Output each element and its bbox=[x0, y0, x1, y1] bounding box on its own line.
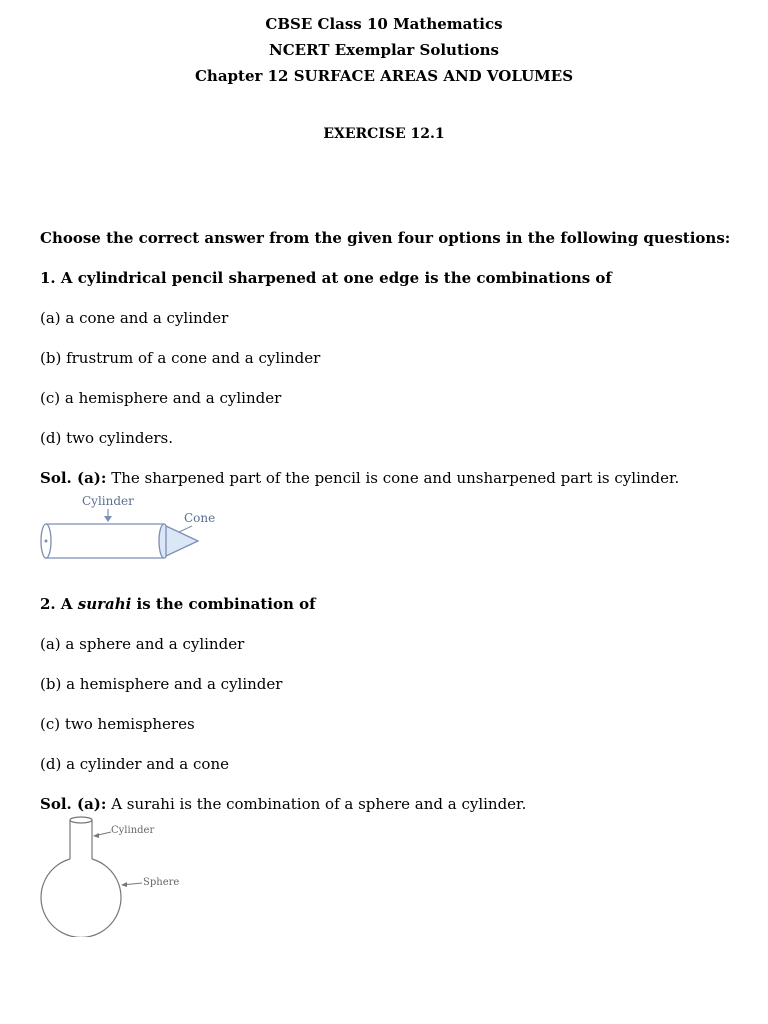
q1-solution-label: Sol. (a): bbox=[40, 469, 107, 487]
q2-italic-term: surahi bbox=[77, 595, 132, 613]
q1-solution bbox=[40, 468, 679, 488]
pencil-diagram bbox=[36, 490, 236, 565]
instruction-text: Choose the correct answer from the given four options in the following questions: bbox=[40, 229, 731, 247]
q1-option-d: (d) two cylinders. bbox=[40, 429, 173, 447]
header-subtitle: NCERT Exemplar Solutions bbox=[269, 41, 499, 59]
q1-option-b: (b) frustrum of a cone and a cylinder bbox=[40, 349, 321, 367]
surahi-neck-top bbox=[70, 817, 92, 823]
q2-solution-text: A surahi is the combination of a sphere and a cylinder. bbox=[106, 795, 527, 813]
q2-option-c: (c) two hemispheres bbox=[40, 715, 195, 733]
surahi-cylinder-label: Cylinder bbox=[111, 825, 155, 836]
header-title: CBSE Class 10 Mathematics bbox=[265, 15, 503, 33]
q2-solution-label: Sol. (a): bbox=[40, 795, 107, 813]
question-2 bbox=[40, 594, 316, 614]
pencil-cone-label: Cone bbox=[184, 511, 216, 525]
pencil-cylinder-label: Cylinder bbox=[82, 494, 134, 508]
q2-option-b: (b) a hemisphere and a cylinder bbox=[40, 675, 283, 693]
surahi-diagram bbox=[36, 812, 216, 937]
exercise-title: EXERCISE 12.1 bbox=[323, 126, 445, 142]
question-1: 1. A cylindrical pencil sharpened at one edge is the combinations of bbox=[40, 269, 612, 287]
q1-option-c: (c) a hemisphere and a cylinder bbox=[40, 389, 282, 407]
cylinder-pointer-arrowhead bbox=[104, 516, 112, 522]
q1-solution-text: The sharpened part of the pencil is cone and unsharpened part is cylinder. bbox=[106, 469, 680, 487]
surahi-cylinder-arrowhead bbox=[93, 833, 99, 838]
pencil-lead-dot bbox=[45, 540, 48, 543]
q2-suffix: is the combination of bbox=[131, 595, 316, 613]
q1-option-a: (a) a cone and a cylinder bbox=[40, 309, 229, 327]
surahi-figure bbox=[36, 812, 216, 941]
q2-option-a: (a) a sphere and a cylinder bbox=[40, 635, 245, 653]
q2-solution bbox=[40, 794, 526, 814]
surahi-sphere-label: Sphere bbox=[143, 877, 180, 888]
surahi-sphere-body bbox=[41, 859, 121, 937]
surahi-sphere-arrowhead bbox=[121, 882, 127, 887]
q2-option-d: (d) a cylinder and a cone bbox=[40, 755, 229, 773]
chapter-title: Chapter 12 SURFACE AREAS AND VOLUMES bbox=[194, 67, 574, 85]
q2-prefix: 2. A bbox=[40, 595, 78, 613]
pencil-figure bbox=[36, 490, 236, 569]
